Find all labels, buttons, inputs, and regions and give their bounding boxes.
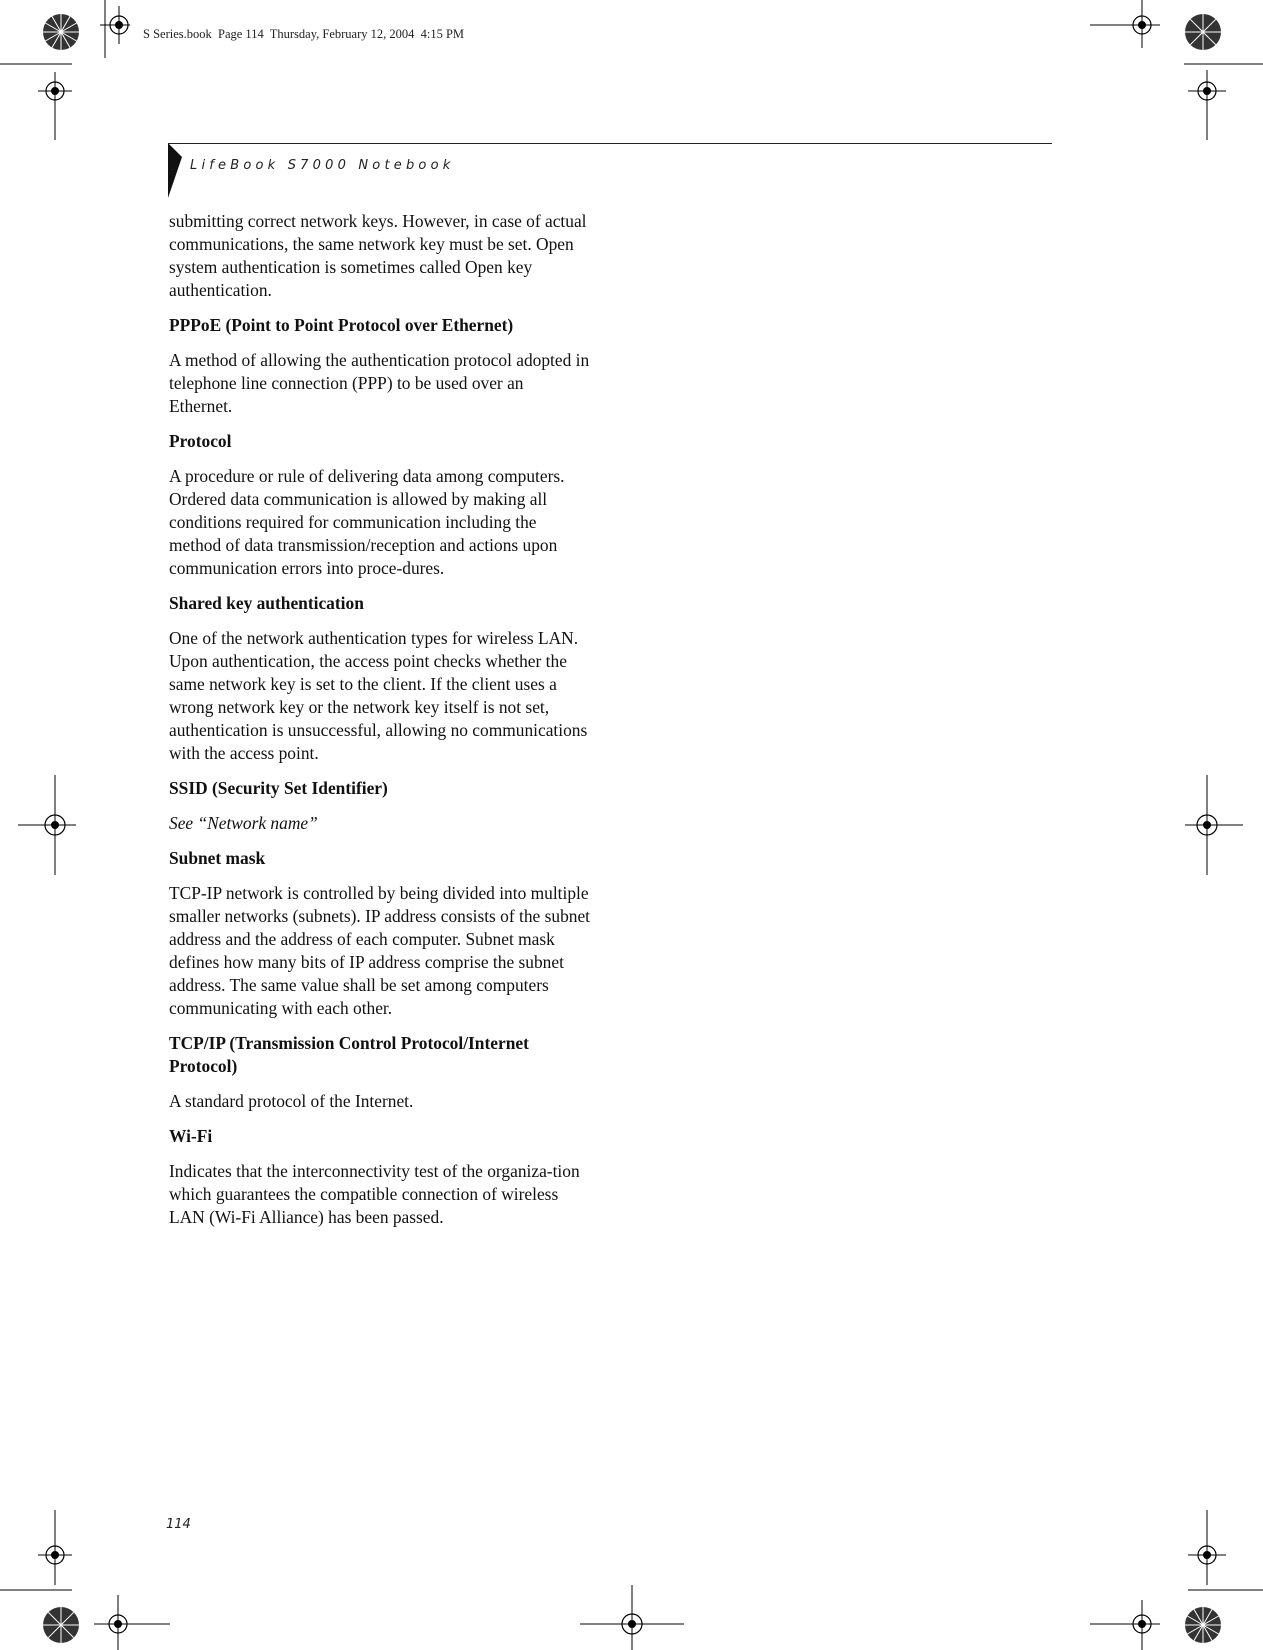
glossary-column bbox=[169, 210, 591, 1241]
registration-mark-top-right bbox=[1090, 0, 1263, 140]
page-number: 114 bbox=[166, 1517, 191, 1532]
definition-text: A method of allowing the authentication protocol adopted in telephone line connection (PPP) to be used over an Ethernet. bbox=[169, 350, 590, 416]
definition-text: submitting correct network keys. However, in case of actual communications, the same network key must be set. Open system authentication is sometimes called Open key authentication. bbox=[169, 211, 587, 300]
definition-text: Indicates that the interconnectivity test of the organiza-tion which guarantees the compatible connection of wireless LAN (Wi-Fi Alliance) has been passed. bbox=[169, 1161, 580, 1227]
definition-text: TCP-IP network is controlled by being divided into multiple smaller networks (subnets). IP address consists of the subnet address and the address of each computer. Subnet mask defines how many bits of IP address comprise the subnet address. The same value shall be set among computers communicating with each other. bbox=[169, 883, 591, 1018]
registration-mark-middle-left bbox=[0, 775, 80, 875]
printer-slug: S Series.book Page 114 Thursday, February 12, 2004 4:15 PM bbox=[143, 27, 465, 41]
starburst-bottom-left bbox=[42, 1606, 80, 1644]
header-tab-marker bbox=[168, 143, 182, 198]
glossary-term: Wi-Fi bbox=[169, 1126, 213, 1146]
cross-reference: See “Network name” bbox=[169, 813, 318, 833]
definition-text: One of the network authentication types for wireless LAN. Upon authentication, the access point checks whether the same network key is set to the client. If the client uses a wrong network key or the network key itself is not set, authentication is unsuccessful, allowing no communications with the access point. bbox=[169, 628, 588, 763]
running-header-title: LifeBook S7000 Notebook bbox=[190, 158, 455, 173]
starburst-bottom-right bbox=[1184, 1606, 1222, 1644]
glossary-term: Subnet mask bbox=[169, 848, 266, 868]
starburst-top-left bbox=[42, 13, 80, 51]
definition-text: A standard protocol of the Internet. bbox=[169, 1091, 414, 1111]
registration-mark-middle-right bbox=[1183, 775, 1263, 875]
registration-mark-bottom-right bbox=[1090, 1510, 1263, 1650]
registration-mark-bottom-center bbox=[580, 1585, 684, 1650]
glossary-term: Protocol bbox=[169, 431, 232, 451]
glossary-term: TCP/IP (Transmission Control Protocol/Internet Protocol) bbox=[169, 1033, 529, 1076]
registration-mark-bottom-left bbox=[0, 1510, 175, 1650]
starburst-top-right bbox=[1184, 13, 1222, 51]
glossary-term: SSID (Security Set Identifier) bbox=[169, 778, 388, 798]
definition-text: A procedure or rule of delivering data among computers. Ordered data communication is allowed by making all conditions required for communication including the method of data transmission/reception and actions upon communication errors into proce-dures. bbox=[169, 466, 565, 578]
header-rule bbox=[168, 143, 1052, 144]
glossary-term: Shared key authentication bbox=[169, 593, 364, 613]
glossary-term: PPPoE (Point to Point Protocol over Ethernet) bbox=[169, 315, 514, 335]
